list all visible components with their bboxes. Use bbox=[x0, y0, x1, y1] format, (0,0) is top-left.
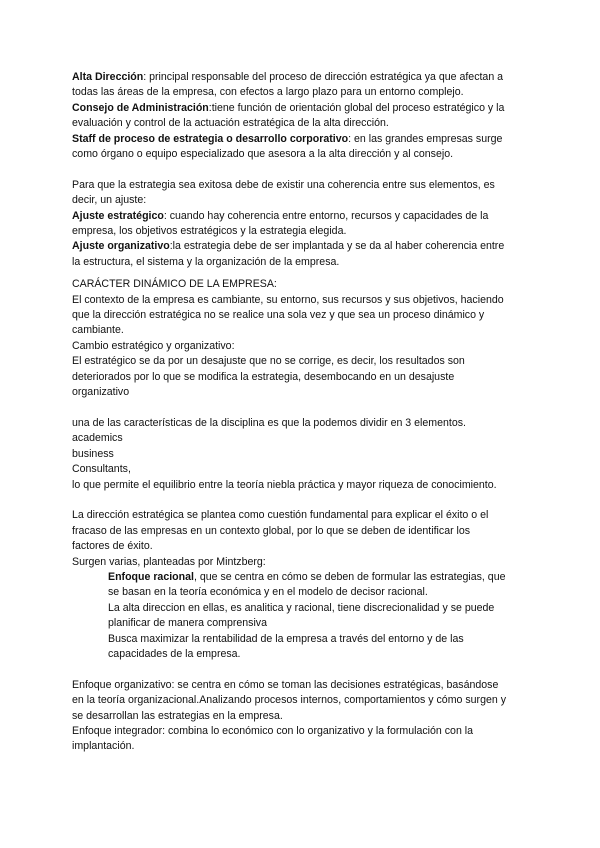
text-line: La dirección estratégica se plantea como cuestión fundamental para explicar el éxito o el bbox=[72, 509, 489, 522]
text-line: en la teoría organizacional.Analizando procesos internos, comportamientos y cómo surgen y bbox=[72, 694, 506, 707]
text-line bbox=[72, 101, 532, 116]
spacer bbox=[72, 493, 532, 508]
text-line: fracaso de las empresas en un contexto global, por lo que se deben de identificar los bbox=[72, 524, 471, 537]
text-line bbox=[72, 132, 532, 147]
list-item: business bbox=[72, 447, 114, 460]
text-line bbox=[72, 239, 532, 254]
term-staff: Staff de proceso de estrategia o desarrollo corporativo bbox=[72, 132, 349, 145]
term-enfoque-racional: Enfoque racional bbox=[108, 570, 194, 583]
text-line: Surgen varias, planteadas por Mintzberg: bbox=[72, 555, 266, 568]
text-line: El estratégico se da por un desajuste que no se corrige, es decir, los resultados son bbox=[72, 355, 465, 368]
paragraph-caracter-dinamico bbox=[72, 277, 532, 400]
text-line: se basan en la teoría económica y en el modelo de decisor racional. bbox=[108, 586, 428, 599]
text-line: organizativo bbox=[72, 386, 130, 399]
text-line: una de las características de la disciplina es que la podemos dividir en 3 elementos. bbox=[72, 416, 466, 429]
spacer bbox=[72, 662, 532, 677]
text-line: Enfoque organizativo: se centra en cómo se toman las decisiones estratégicas, basándose bbox=[72, 678, 499, 691]
text-line: Enfoque integrador: combina lo económico con lo organizativo y la formulación con la bbox=[72, 725, 474, 737]
paragraph-roles bbox=[72, 70, 532, 162]
text-line: La alta direccion en ellas, es analitica y racional, tiene discrecionalidad y se puede bbox=[108, 601, 495, 614]
text-line bbox=[108, 570, 532, 585]
term-ajuste-organizativo: Ajuste organizativo bbox=[72, 240, 170, 253]
text-line bbox=[72, 209, 532, 224]
list-item: Consultants, bbox=[72, 463, 131, 476]
text-line: Para que la estrategia sea exitosa debe de existir una coherencia entre sus elementos, es bbox=[72, 178, 495, 191]
text-span: : principal responsable del proceso de dirección estratégica ya que afectan a bbox=[143, 71, 504, 83]
term-consejo: Consejo de Administración bbox=[72, 101, 209, 114]
text-span: :tiene función de orientación global del proceso estratégico y la bbox=[208, 101, 505, 114]
text-line: lo que permite el equilibrio entre la teoría niebla práctica y mayor riqueza de conocimiento. bbox=[72, 478, 497, 491]
paragraph-enfoques bbox=[72, 508, 532, 662]
spacer bbox=[72, 401, 532, 416]
text-line: planificar de manera comprensiva bbox=[108, 617, 267, 630]
document-page bbox=[72, 70, 532, 755]
text-line: implantación. bbox=[72, 740, 135, 753]
text-span: : cuando hay coherencia entre entorno, recursos y capacidades de la bbox=[163, 209, 489, 222]
term-ajuste-estrategico: Ajuste estratégico bbox=[72, 209, 164, 222]
text-line: la estructura, el sistema y la organización de la empresa. bbox=[72, 255, 340, 268]
text-line: como órgano o equipo especializado que asesora a la alta dirección y al consejo. bbox=[72, 148, 454, 161]
text-line bbox=[72, 70, 532, 85]
text-line: cambiante. bbox=[72, 324, 124, 337]
text-line: factores de éxito. bbox=[72, 540, 153, 553]
text-line: decir, un ajuste: bbox=[72, 194, 147, 207]
text-line: Busca maximizar la rentabilidad de la empresa a través del entorno y de las bbox=[108, 632, 464, 645]
paragraph-organizativo-integrador bbox=[72, 678, 532, 755]
text-line: se desarrollan las estrategias en la empresa. bbox=[72, 709, 283, 722]
spacer bbox=[72, 162, 532, 177]
indented-block bbox=[72, 570, 532, 662]
text-line: evaluación y control de la actuación estratégica de la alta dirección. bbox=[72, 117, 389, 130]
text-line: empresa, los objetivos estratégicos y la estrategia elegida. bbox=[72, 225, 347, 238]
text-line: El contexto de la empresa es cambiante, su entorno, sus recursos y sus objetivos, haciendo bbox=[72, 293, 504, 306]
text-line: todas las áreas de la empresa, con efectos a largo plazo para un entorno complejo. bbox=[72, 86, 464, 99]
section-heading: CARÁCTER DINÁMICO DE LA EMPRESA: bbox=[72, 278, 277, 291]
term-alta-direccion: Alta Dirección bbox=[72, 71, 144, 83]
paragraph-ajuste bbox=[72, 178, 532, 270]
text-span: , que se centra en cómo se deben de formular las estrategias, que bbox=[193, 570, 506, 583]
text-span: :la estrategia debe de ser implantada y se da al haber coherencia entre bbox=[169, 240, 505, 253]
text-line: deteriorados por lo que se modifica la estrategia, desembocando en un desajuste bbox=[72, 370, 455, 383]
spacer bbox=[72, 270, 532, 277]
text-span: : en las grandes empresas surge bbox=[348, 132, 503, 145]
paragraph-disciplina bbox=[72, 416, 532, 493]
text-line: que la dirección estratégica no se realice una sola vez y que sea un proceso dinámico y bbox=[72, 309, 485, 322]
text-line: capacidades de la empresa. bbox=[108, 647, 241, 660]
text-line: Cambio estratégico y organizativo: bbox=[72, 339, 235, 352]
list-item: academics bbox=[72, 432, 123, 445]
